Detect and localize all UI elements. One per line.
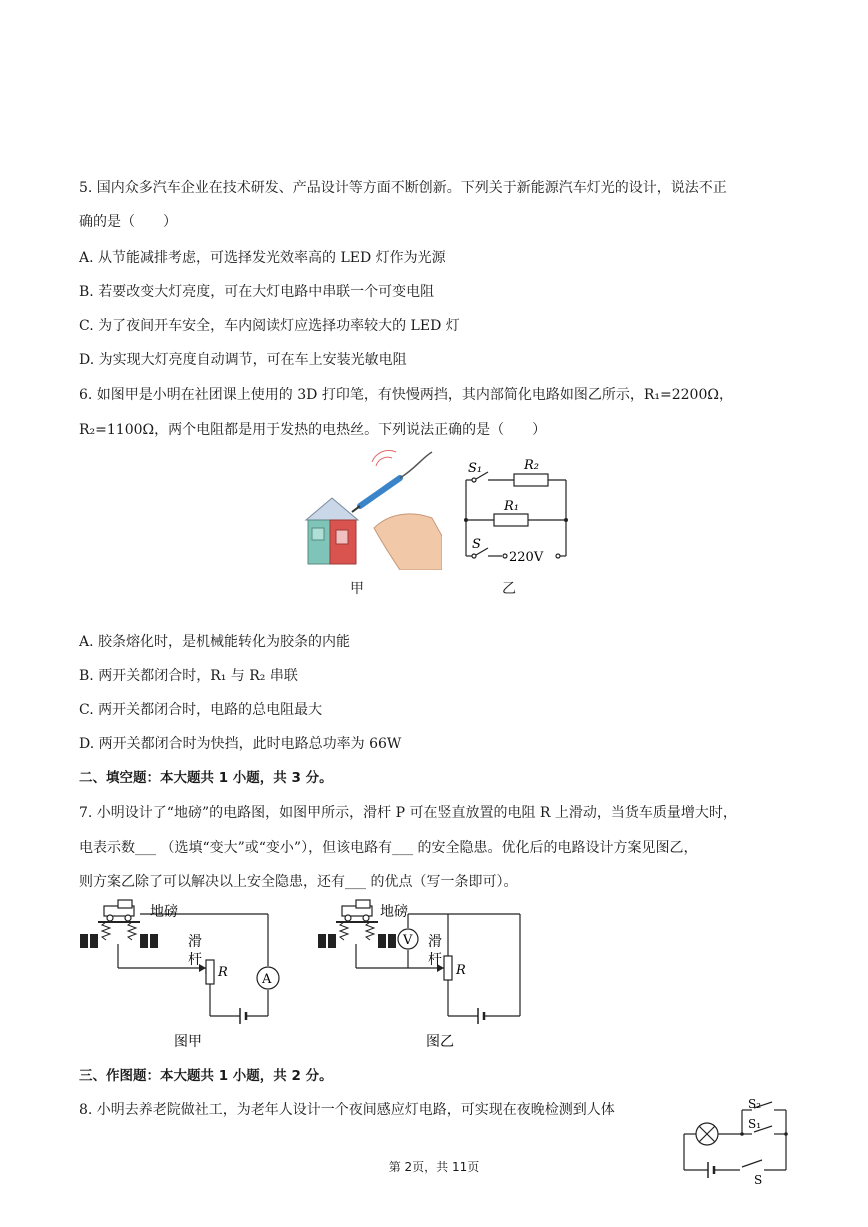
q6-option-b: B. 两开关都闭合时，R₁ 与 R₂ 串联: [79, 668, 298, 684]
label-voltage: 220V: [509, 550, 544, 565]
q6-stem-line1: 6. 如图甲是小明在社团课上使用的 3D 打印笔，有快慢两挡，其内部简化电路如图乙所示，R₁=2200Ω，: [79, 387, 733, 403]
fig-b-slider-2: 杆: [428, 952, 442, 968]
section-3-heading: 三、作图题：本大题共 1 小题，共 2 分。: [79, 1068, 333, 1084]
q6-option-d: D. 两开关都闭合时为快挡，此时电路总功率为 66W: [79, 736, 402, 752]
fig-b-caption: 图乙: [426, 1034, 454, 1050]
label-s1: S₁: [468, 461, 483, 476]
fig-a-resistor-label: R: [218, 965, 228, 980]
pen-photo: [292, 448, 442, 570]
figure-a-caption: 甲: [350, 581, 364, 597]
q7-line2: 电表示数___ （选填“变大”或“变小”），但该电路有___ 的安全隐患。优化后的电路设计方案见图乙，: [79, 840, 698, 856]
q6-option-c: C. 两开关都闭合时，电路的总电阻最大: [79, 702, 323, 718]
q6-stem-line2: R₂=1100Ω，两个电阻都是用于发热的电热丝。下列说法正确的是（ ）: [79, 422, 547, 438]
q7-line3: 则方案乙除了可以解决以上安全隐患，还有___ 的优点（写一条即可）。: [79, 874, 518, 890]
fig-b-slider-1: 滑: [428, 934, 442, 950]
fig-a-slider-2: 杆: [188, 952, 202, 968]
fig-b-title: 地磅: [380, 904, 408, 920]
q5-option-d: D. 为实现大灯亮度自动调节，可在车上安装光敏电阻: [79, 352, 407, 368]
q8-label-s1: S₁: [748, 1117, 762, 1131]
label-r1: R₁: [504, 499, 519, 514]
q5-option-b: B. 若要改变大灯亮度，可在大灯电路中串联一个可变电阻: [79, 284, 435, 300]
q8-line1: 8. 小明去养老院做社工，为老年人设计一个夜间感应灯电路，可实现在夜晚检测到人体: [79, 1102, 615, 1118]
q6-option-a: A. 胶条熔化时，是机械能转化为胶条的内能: [79, 634, 351, 650]
fig-a-title: 地磅: [150, 904, 178, 920]
ammeter-label: A: [262, 972, 272, 987]
figure-b-caption: 乙: [502, 581, 516, 597]
q7-line1: 7. 小明设计了“地磅”的电路图，如图甲所示，滑杆 P 可在竖直放置的电阻 R 上滑动，当货车质量增大时，: [79, 805, 737, 821]
voltmeter-label: V: [403, 933, 413, 948]
fig-a-caption: 图甲: [174, 1034, 202, 1050]
fig-b-resistor-label: R: [456, 963, 466, 978]
label-s: S: [472, 537, 481, 552]
q8-label-s: S: [754, 1173, 763, 1187]
q6-circuit-diagram: [458, 452, 580, 570]
q5-option-c: C. 为了夜间开车安全，车内阅读灯应选择功率较大的 LED 灯: [79, 318, 460, 334]
fig-a-slider-1: 滑: [188, 934, 202, 950]
label-r2: R₂: [524, 458, 539, 473]
section-2-heading: 二、填空题：本大题共 1 小题，共 3 分。: [79, 770, 333, 786]
scale-circuit-b: [316, 898, 538, 1058]
q5-stem-line2: 确的是（ ）: [79, 214, 177, 230]
q8-label-s2: S₂: [748, 1097, 762, 1111]
q5-option-a: A. 从节能减排考虑，可选择发光效率高的 LED 灯作为光源: [79, 250, 446, 266]
q5-stem-line1: 5. 国内众多汽车企业在技术研发、产品设计等方面不断创新。下列关于新能源汽车灯光的设计，说法不正: [79, 180, 727, 196]
page-footer: 第 2页，共 11页: [388, 1160, 480, 1174]
scale-circuit-a: [78, 898, 300, 1058]
